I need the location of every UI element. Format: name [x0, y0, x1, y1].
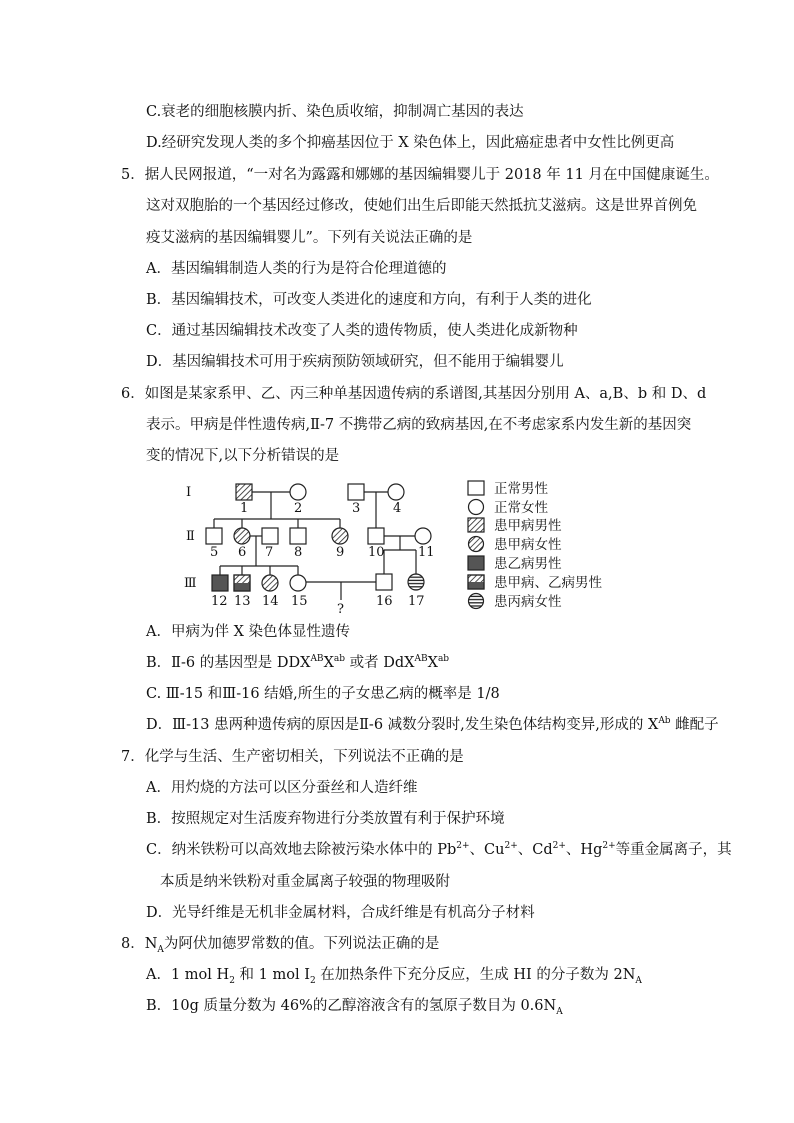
id-12: 12: [211, 594, 228, 609]
legend-bing-female-symbol: [469, 594, 484, 609]
id-11: 11: [418, 545, 435, 560]
id-9: 9: [336, 545, 345, 560]
pedigree-II-8: [290, 528, 306, 544]
id-7: 7: [265, 545, 274, 560]
id-3: 3: [352, 501, 361, 516]
id-17: 17: [408, 594, 425, 609]
q7-option-c: C．纳米铁粉可以高效地去除被污染水体中的 $Pb^{2+}$、$Cu^{2+}$、$Cd^{2+}$、$Hg^{2+}$等重金属离子，其: [146, 841, 732, 858]
id-1: 1: [240, 501, 249, 516]
pedigree-III-12: [212, 575, 228, 591]
q6-option-b: B．Ⅱ-6 的基因型是 $DDX^{AB}X^{ab}$ 或者 $DdX^{AB}X^{ab}$: [146, 654, 450, 671]
pedigree-II-10: [368, 528, 384, 544]
id-6: 6: [238, 545, 247, 560]
pedigree-III-14: [262, 575, 278, 591]
q5-stem-line3: 疫艾滋病的基因编辑婴儿”。下列有关说法正确的是: [146, 230, 473, 246]
id-8: 8: [294, 545, 303, 560]
q6-option-a: A．甲病为伴 X 染色体显性遗传: [146, 624, 351, 640]
legend-bing-female-label: 患丙病女性: [494, 594, 562, 610]
q5-option-b: B．基因编辑技术，可改变人类进化的速度和方向，有利于人类的进化: [146, 292, 592, 308]
pedigree-III-16: [376, 574, 392, 590]
pedigree-III-15: [290, 575, 306, 591]
pedigree-I-1: [236, 484, 252, 500]
legend-jia-female-symbol: [469, 537, 484, 552]
legend-normal-male-symbol: [468, 481, 484, 495]
pedigree-II-11: [415, 528, 431, 544]
legend-jia-male-label: 患甲病男性: [494, 518, 562, 534]
gen-label-III: Ⅲ: [184, 576, 197, 591]
q8-stem: 8．$N_A$为阿伏加德罗常数的值。下列说法正确的是: [121, 936, 440, 955]
pedigree-II-9: [332, 528, 348, 544]
legend-jia-yi-male-label: 患甲病、乙病男性: [494, 575, 602, 591]
pedigree-I-4: [388, 484, 404, 500]
q6-stem-line1: 6．如图是某家系甲、乙、丙三种单基因遗传病的系谱图,其基因分别用 A、a,B、b 和 D、d: [121, 386, 707, 402]
q6-stem-line2: 表示。甲病是伴性遗传病,Ⅱ-7 不携带乙病的致病基因,在不考虑家系内发生新的基因突: [146, 417, 692, 433]
pedigree-III-17: [408, 574, 424, 590]
pedigree-II-5: [206, 528, 222, 544]
q5-option-a: A．基因编辑制造人类的行为是符合伦理道德的: [146, 261, 447, 277]
q5-stem-line2: 这对双胞胎的一个基因经过修改，使她们出生后即能天然抵抗艾滋病。这是世界首例免: [146, 198, 697, 214]
q8-option-a: A．1 mol $H_2$ 和 1 mol $I_2$ 在加热条件下充分反应，生成 HI 的分子数为 $2N_A$: [146, 967, 642, 986]
legend-normal-male-label: 正常男性: [494, 481, 548, 497]
legend-jia-female-label: 患甲病女性: [494, 537, 562, 553]
pedigree-legend: [468, 481, 484, 609]
id-2: 2: [294, 501, 303, 516]
q6-stem-line3: 变的情况下,以下分析错误的是: [146, 448, 340, 464]
id-14: 14: [262, 594, 279, 609]
legend-yi-male-symbol: [468, 556, 484, 570]
legend-normal-female-label: 正常女性: [494, 500, 548, 516]
pedigree-II-7: [262, 528, 278, 544]
gen-label-I: Ⅰ: [186, 485, 192, 500]
id-4: 4: [393, 501, 402, 516]
q4-option-c: C.衰老的细胞核膜内折、染色质收缩，抑制凋亡基因的表达: [146, 104, 524, 120]
pedigree-I-2: [290, 484, 306, 500]
id-question: ?: [337, 602, 344, 617]
q7-option-c-line2: 本质是纳米铁粉对重金属离子较强的物理吸附: [160, 874, 450, 890]
q4-option-d: D.经研究发现人类的多个抑癌基因位于 X 染色体上，因此癌症患者中女性比例更高: [146, 135, 675, 151]
gen-label-II: Ⅱ: [186, 529, 195, 544]
q6-option-d: D．Ⅲ-13 患两种遗传病的原因是Ⅱ-6 减数分裂时,发生染色体结构变异,形成的 $X^{Ab}$ 雌配子: [146, 716, 719, 733]
id-10: 10: [368, 545, 385, 560]
q6-option-c: C. Ⅲ-15 和Ⅲ-16 结婚,所生的子女患乙病的概率是 1/8: [146, 686, 500, 702]
q5-option-c: C．通过基因编辑技术改变了人类的遗传物质，使人类进化成新物种: [146, 323, 578, 339]
q5-option-d: D．基因编辑技术可用于疾病预防领域研究，但不能用于编辑婴儿: [146, 354, 564, 370]
q7-stem: 7．化学与生活、生产密切相关，下列说法不正确的是: [121, 749, 464, 765]
q5-stem-line1: 5．据人民网报道，“一对名为露露和娜娜的基因编辑婴儿于 2018 年 11 月在中国健康诞生。: [121, 167, 719, 183]
pedigree-I-3: [348, 484, 364, 500]
q7-option-d: D．光导纤维是无机非金属材料，合成纤维是有机高分子材料: [146, 905, 535, 921]
q8-option-b: B．10g 质量分数为 46%的乙醇溶液含有的氢原子数目为 $0.6N_A$: [146, 998, 563, 1017]
id-5: 5: [210, 545, 219, 560]
id-13: 13: [234, 594, 251, 609]
legend-normal-female-symbol: [469, 500, 484, 515]
pedigree-II-6: [234, 528, 250, 544]
q7-option-b: B．按照规定对生活废弃物进行分类放置有利于保护环境: [146, 811, 505, 827]
id-15: 15: [291, 594, 308, 609]
q7-option-a: A．用灼烧的方法可以区分蚕丝和人造纤维: [146, 780, 418, 796]
legend-yi-male-label: 患乙病男性: [494, 556, 562, 572]
legend-jia-male-symbol: [468, 518, 484, 532]
pedigree-diagram: [170, 474, 630, 624]
id-16: 16: [376, 594, 393, 609]
